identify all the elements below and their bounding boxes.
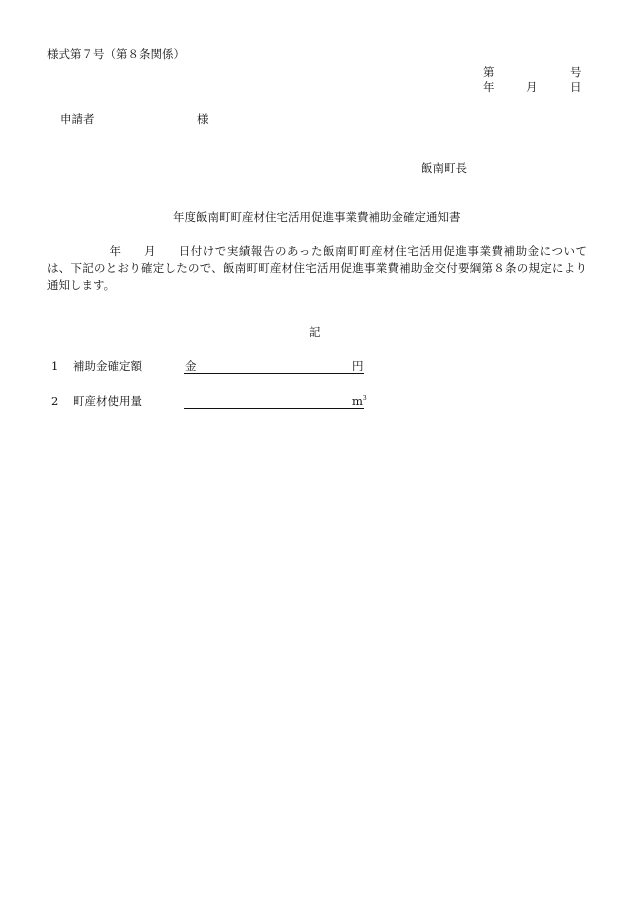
item-1-prefix: 金: [185, 359, 197, 373]
ki-heading: 記: [309, 325, 321, 339]
date-month: 月: [526, 80, 538, 94]
recipient-label: 申請者: [60, 112, 95, 126]
body-text: 日付けで実績報告のあった飯南町町産材住宅活用促進事業費補助金については、下記のとおり確定したので、飯南町町産材住宅活用促進事業費補助金交付要綱第８条の規定により通知します。: [47, 244, 588, 292]
date-year: 年: [483, 80, 495, 94]
issuer: 飯南町長: [421, 161, 467, 175]
body-month: 月: [143, 244, 157, 258]
item-2-unit-sup: 3: [362, 395, 367, 403]
item-1-unit: 円: [352, 359, 364, 373]
form-number: 様式第７号（第８条関係）: [47, 47, 185, 61]
item-1-label: 補助金確定額: [73, 359, 142, 373]
item-2-label: 町産材使用量: [73, 394, 142, 408]
body-paragraph: [47, 243, 587, 294]
document-title: 年度飯南町町産材住宅活用促進事業費補助金確定通知書: [173, 210, 461, 224]
item-2-underline: [184, 408, 364, 409]
item-2-unit: [352, 396, 367, 408]
item-2-number: 2: [51, 394, 59, 408]
date-day: 日: [570, 80, 582, 94]
body-year: 年: [109, 244, 122, 258]
item-2-unit-text: m: [352, 394, 363, 408]
recipient-honorific: 様: [197, 112, 209, 126]
doc-number-prefix: 第: [483, 65, 495, 79]
item-1-underline: [184, 373, 364, 374]
item-1-number: 1: [51, 359, 59, 373]
doc-number-suffix: 号: [570, 65, 582, 79]
